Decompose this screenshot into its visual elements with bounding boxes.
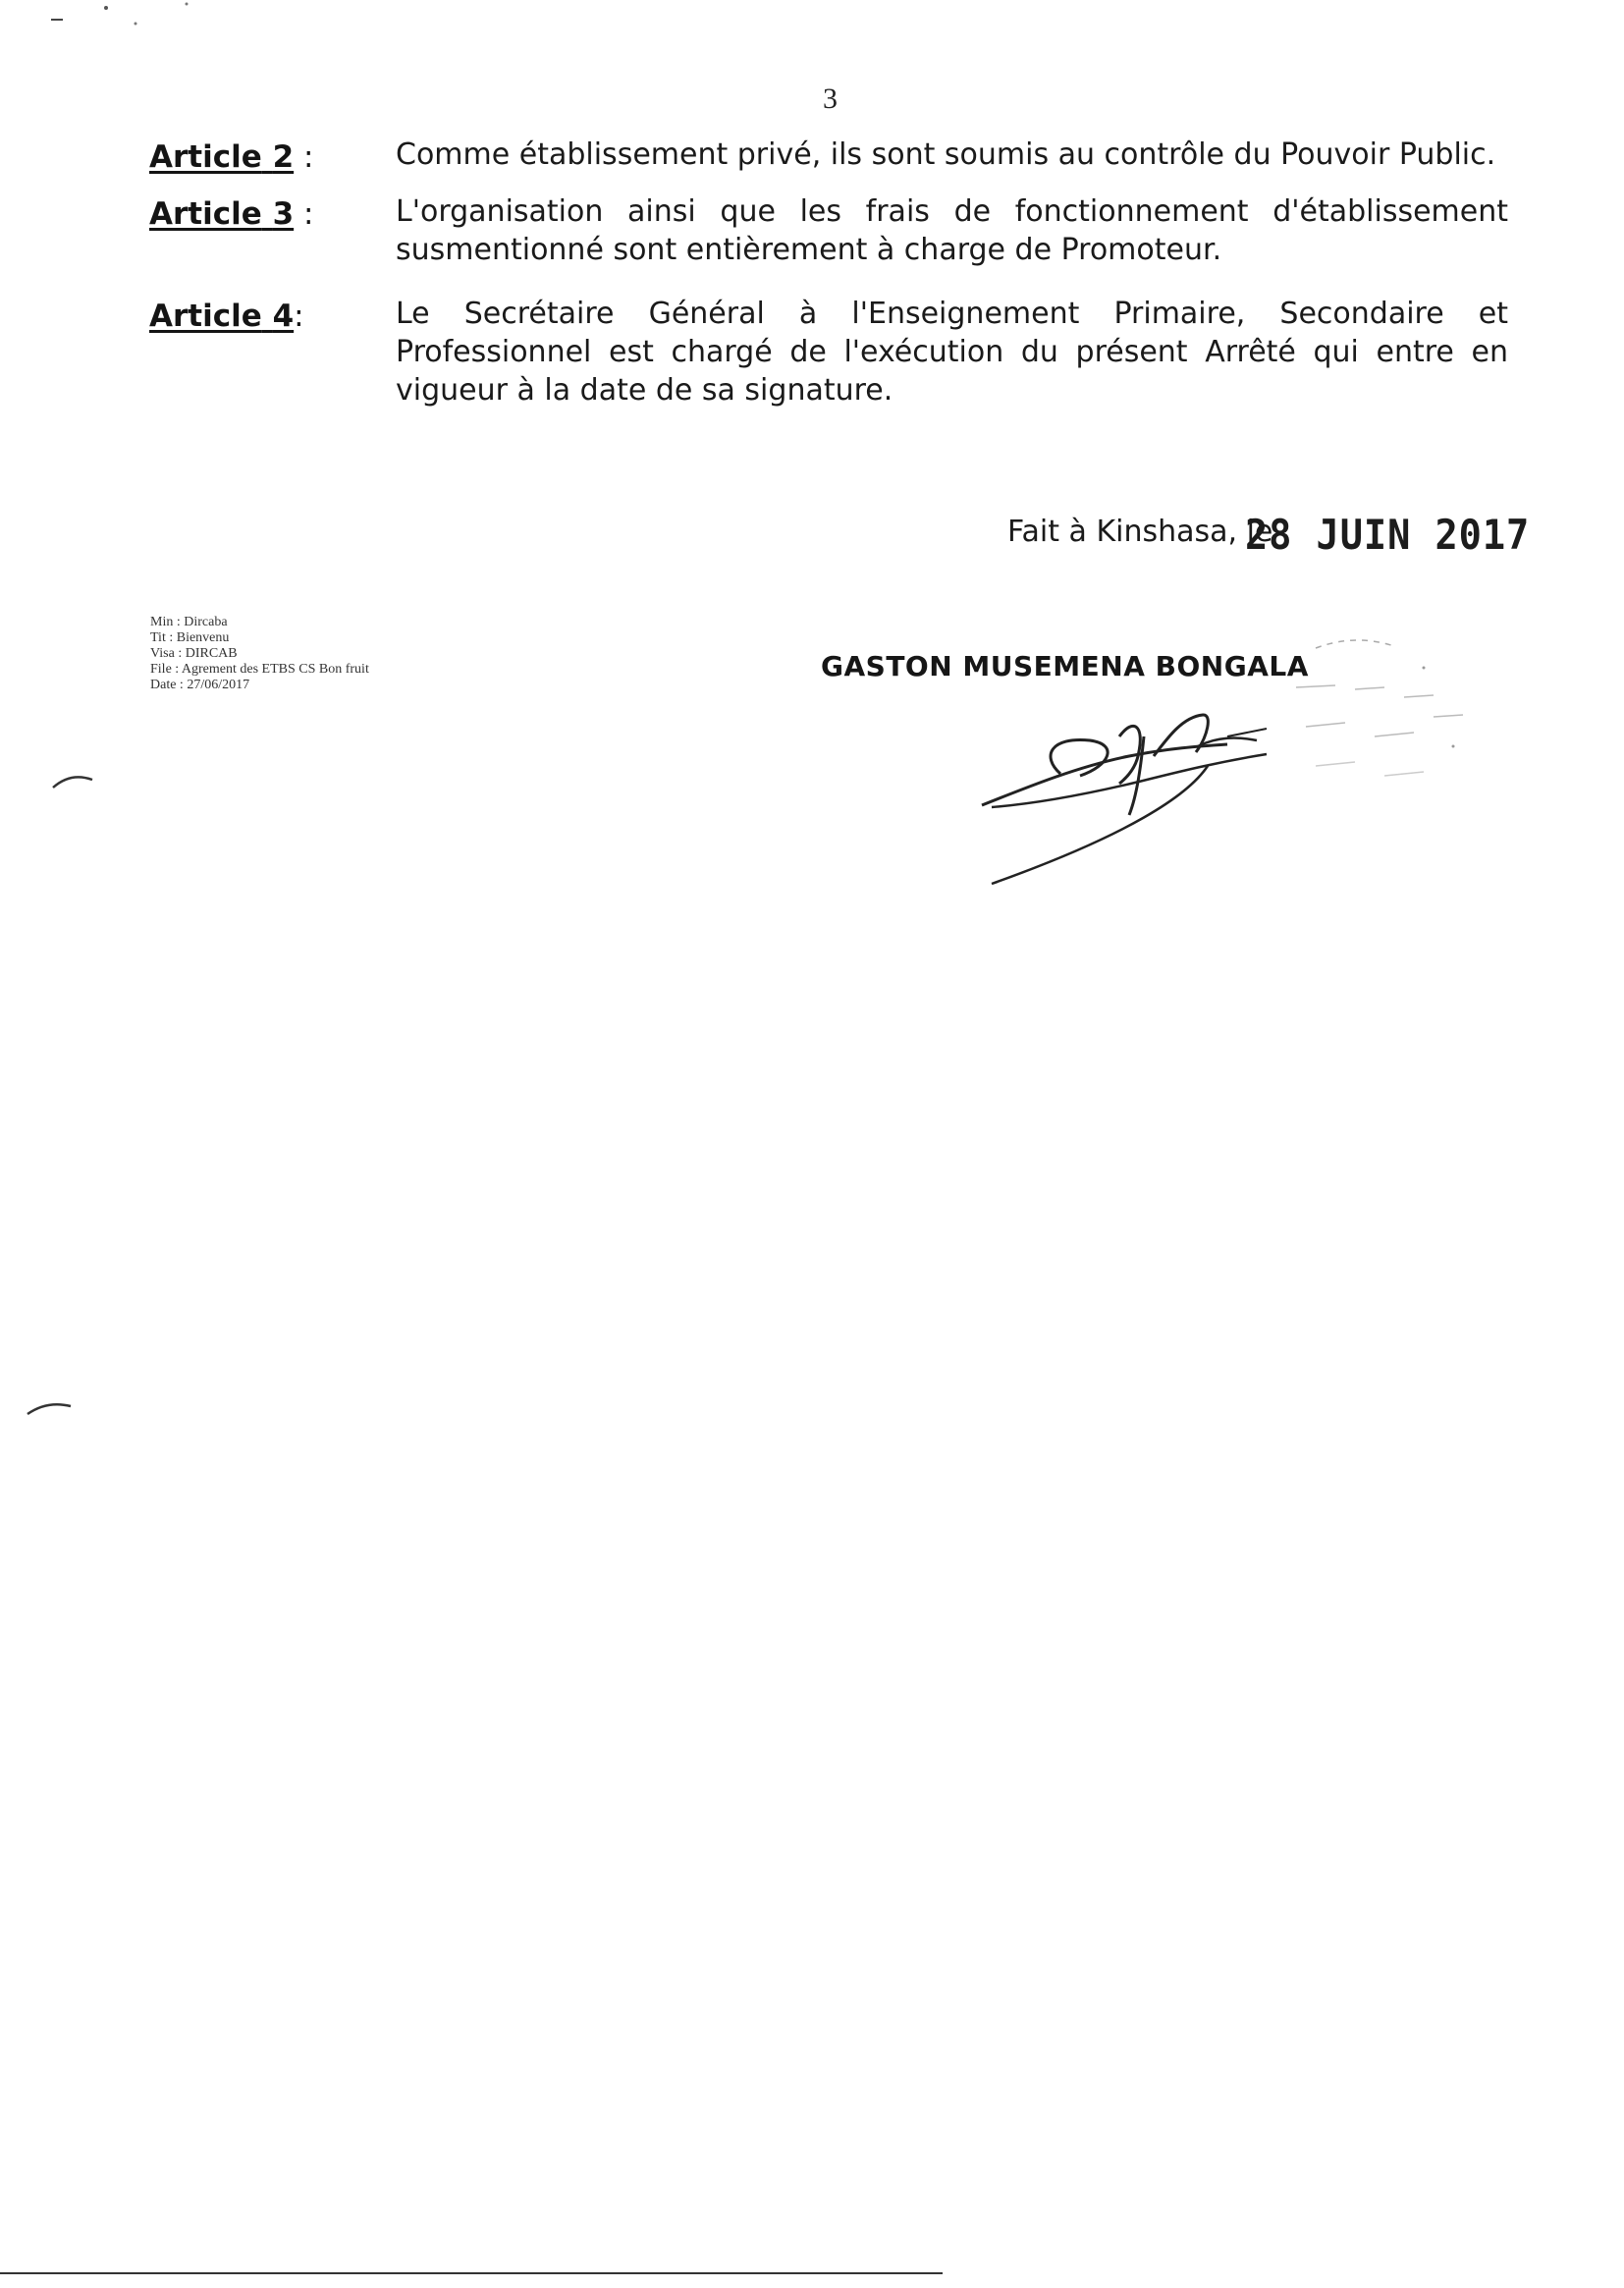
reference-memo [150,615,369,693]
article-text: Le Secrétaire Général à l'Enseignement Primaire, Secondaire et Professionnel est chargé de l'exécution du présent Arrêté qui entre en vigueur à la date de sa signature. [396,297,1508,408]
article-text: Comme établissement privé, ils sont soumis au contrôle du Pouvoir Public. [396,137,1496,172]
memo-line: Tit : Bienvenu [150,630,230,645]
article-separator: : [294,299,304,334]
article-label [149,196,313,232]
article-label [149,299,304,334]
scan-speck-marks [0,0,216,59]
article-number: 4 [272,299,295,334]
article-label-word: Article [149,299,262,334]
article-text: L'organisation ainsi que les frais de fonctionnement d'établissement susmentionné sont entièrement à charge de Promoteur. [396,194,1508,267]
article-number: 3 [272,196,295,232]
article-number: 2 [272,139,295,175]
memo-line: Min : Dircaba [150,615,228,629]
date-stamp: 28 JUIN 2017 [1245,511,1531,559]
page-number: 3 [823,82,838,115]
margin-mark [49,766,98,795]
bottom-rule [0,2272,943,2274]
article-separator: : [294,196,314,232]
memo-line: Visa : DIRCAB [150,646,238,661]
signatory-name: GASTON MUSEMENA BONGALA [821,650,1309,682]
article-separator: : [294,139,314,175]
handwritten-signature [972,697,1326,894]
memo-line: File : Agrement des ETBS CS Bon fruit [150,662,369,677]
article-label-word: Article [149,139,262,175]
article-label-word: Article [149,196,262,232]
article-label [149,139,313,175]
memo-line: Date : 27/06/2017 [150,678,250,692]
place-text: Fait à Kinshasa, le [1007,515,1273,549]
margin-mark [22,1392,81,1422]
